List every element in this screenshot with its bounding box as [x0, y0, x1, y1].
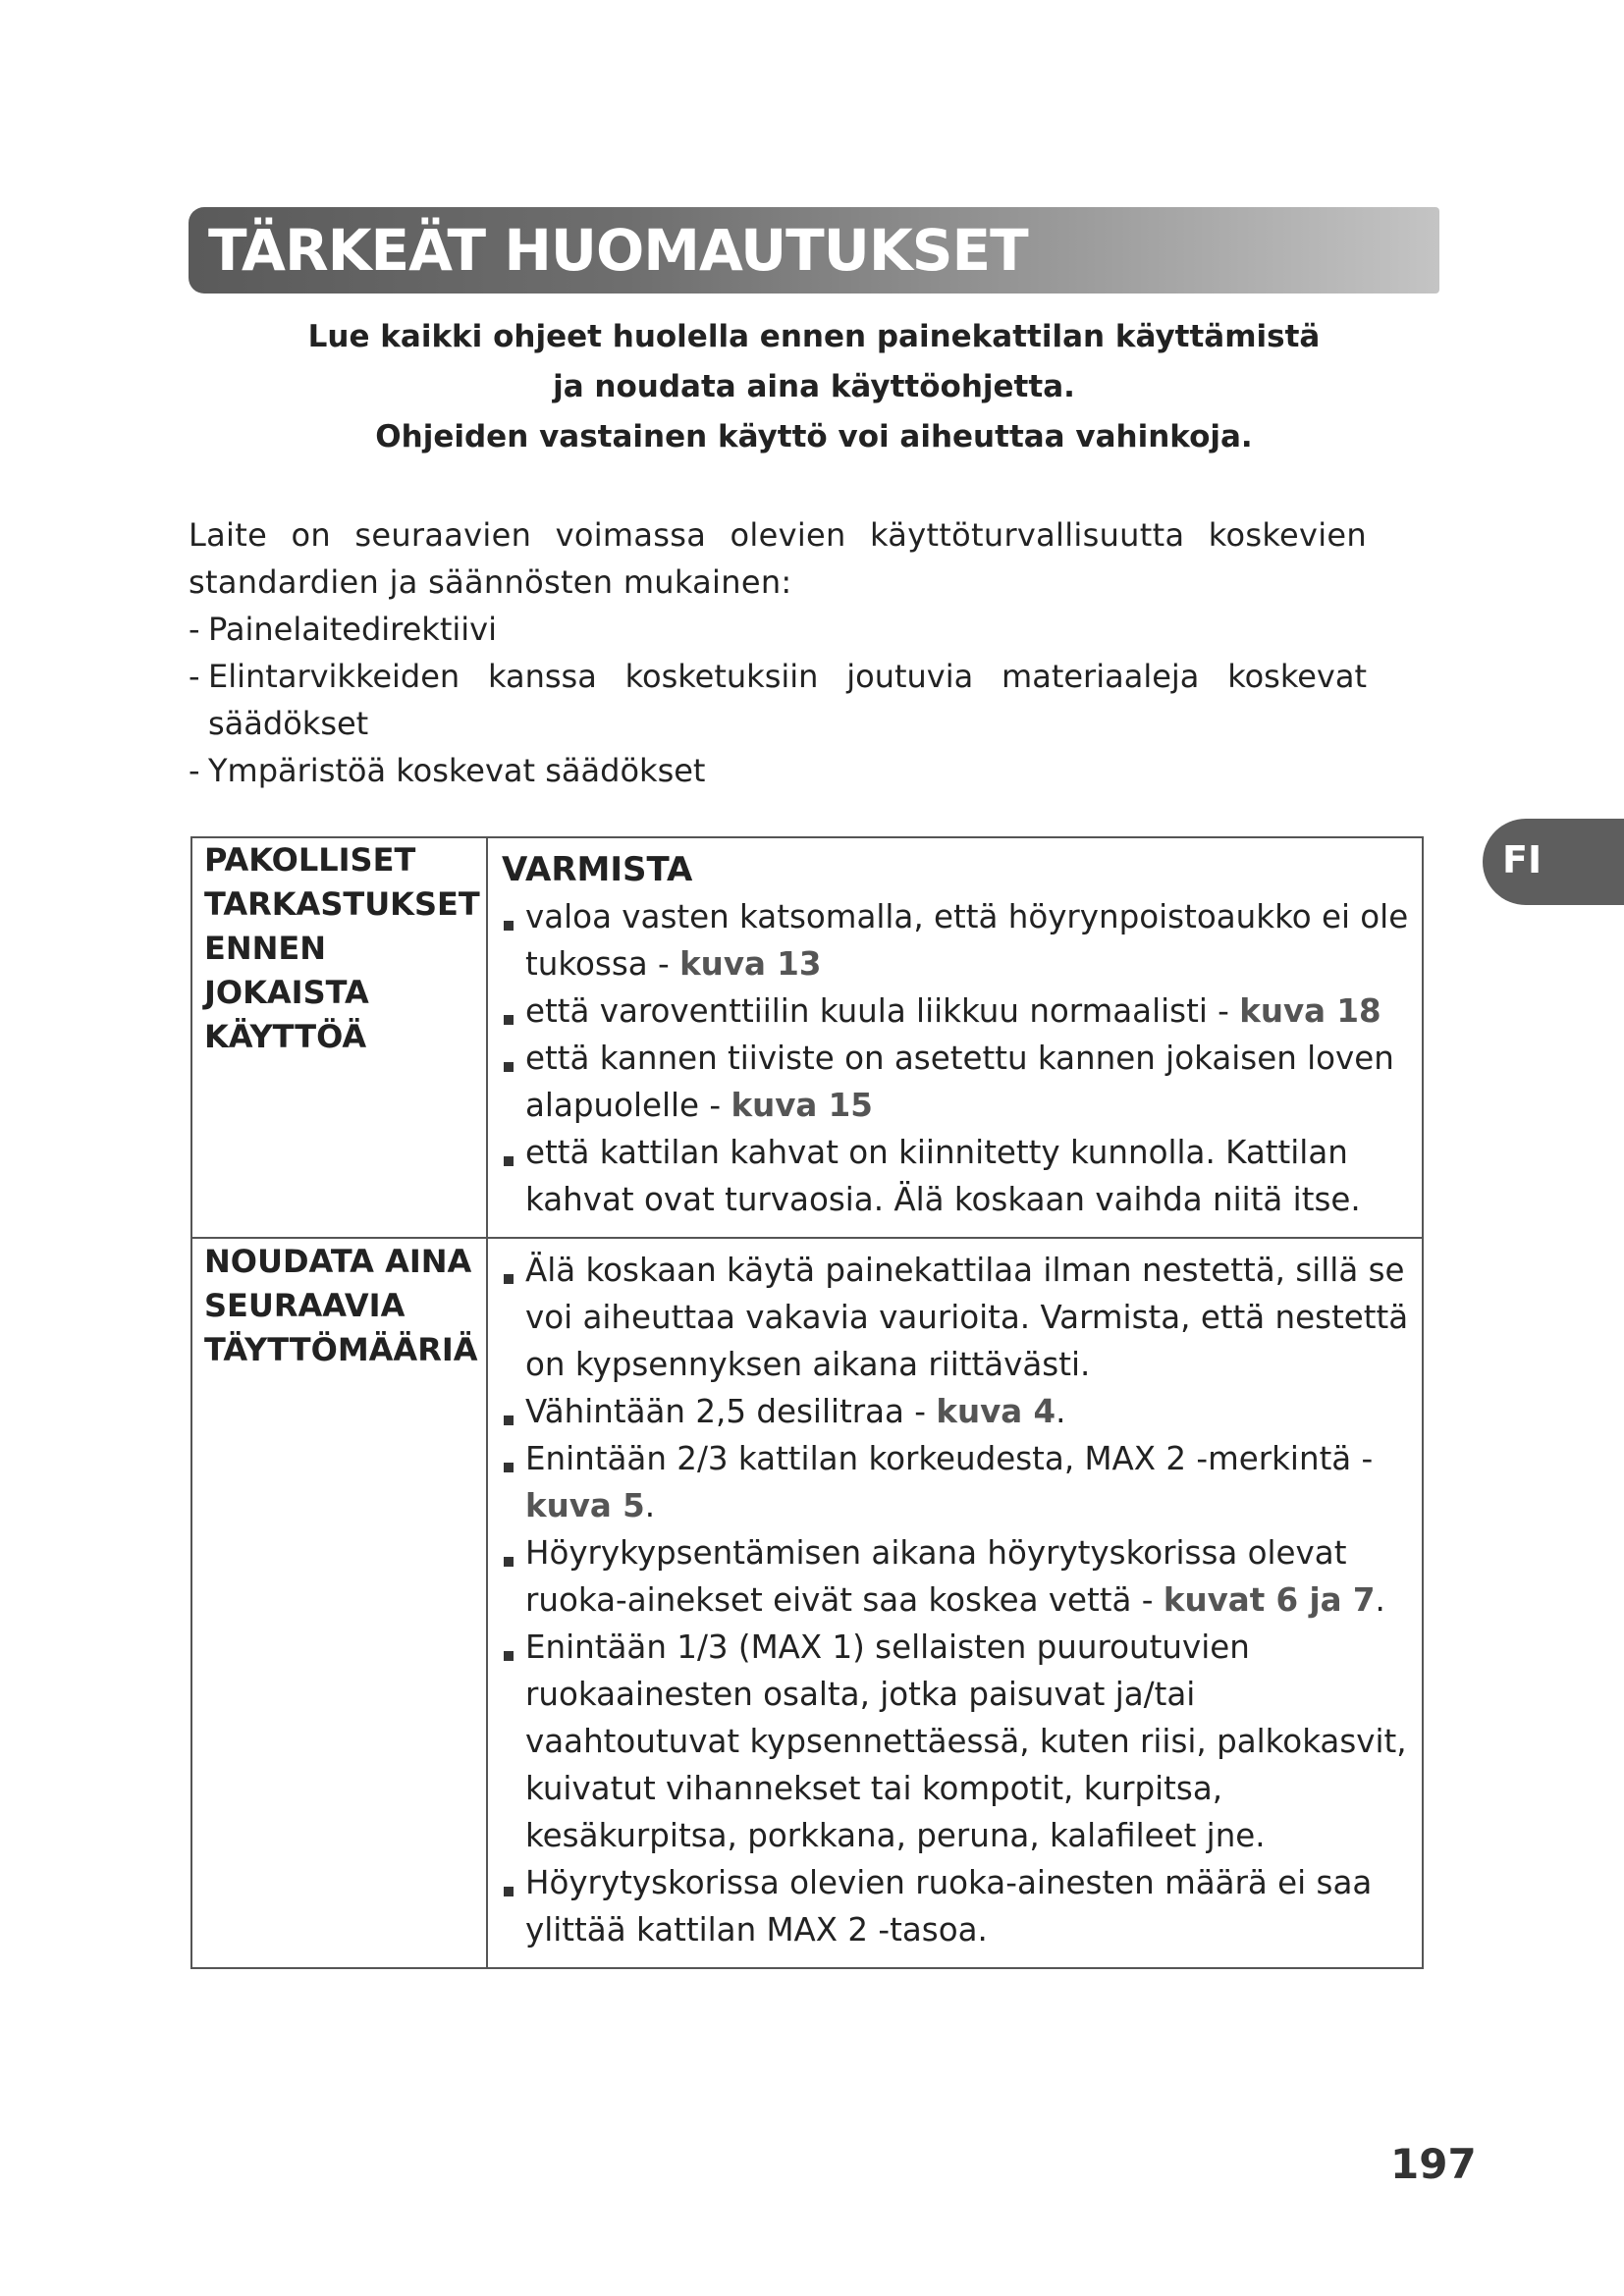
table-row	[191, 1238, 1423, 1968]
table-row	[191, 837, 1423, 1238]
standard-item: - Elintarvikkeiden kanssa kosketuksiin joutuvia materiaaleja koskevat säädökset	[189, 658, 1367, 742]
bullet-item: Enintään 2/3 kattilan korkeudesta, MAX 2 -merkintä - kuva 5.	[502, 1435, 1418, 1529]
bullet-item: valoa vasten katsomalla, että höyrynpoistoaukko ei ole tukossa - kuva 13	[502, 893, 1418, 988]
bullet-item: että varoventtiilin kuula liikkuu normaalisti - kuva 18	[502, 988, 1418, 1035]
bullet-item: Vähintään 2,5 desilitraa - kuva 4.	[502, 1388, 1418, 1435]
language-tab	[1483, 819, 1624, 905]
section-banner	[189, 207, 1439, 294]
figure-reference: kuva 4	[936, 1393, 1056, 1430]
bullet-item: Höyrytyskorissa olevien ruoka-ainesten määrä ei saa ylittää kattilan MAX 2 -tasoa.	[502, 1859, 1418, 1953]
standard-item: - Painelaitedirektiivi	[189, 611, 497, 648]
figure-reference: kuva 18	[1239, 992, 1381, 1030]
language-code: FI	[1502, 838, 1543, 881]
bullet-item: että kattilan kahvat on kiinnitetty kunnolla. Kattilan kahvat ovat turvaosia. Älä koskaan vaihda niitä itse.	[502, 1129, 1418, 1223]
standards-lead: Laite on seuraavien voimassa olevien käyttöturvallisuutta koskevien standardien ja säännösten mukainen:	[189, 516, 1367, 601]
checklist-heading: VARMISTA	[502, 850, 693, 889]
intro-warning	[189, 312, 1439, 462]
bullet-item: Höyrykypsentämisen aikana höyrytyskorissa olevat ruoka-ainekset eivät saa koskea vettä - kuvat 6 ja 7.	[502, 1529, 1418, 1624]
section-title: TÄRKEÄT HUOMAUTUKSET	[208, 217, 1028, 284]
figure-reference: kuva 5	[525, 1487, 645, 1524]
row-content	[487, 837, 1423, 1238]
intro-line-2: ja noudata aina käyttöohjetta.	[553, 369, 1075, 404]
standards-section	[189, 511, 1367, 794]
figure-reference: kuvat 6 ja 7	[1163, 1581, 1376, 1619]
figure-reference: kuva 15	[731, 1087, 873, 1124]
figure-reference: kuva 13	[679, 945, 822, 983]
row-content	[487, 1238, 1423, 1968]
bullet-item: Älä koskaan käytä painekattilaa ilman nestettä, sillä se voi aiheuttaa vakavia vaurioita. Varmista, että nestettä on kypsennyksen aikana riittävästi.	[502, 1247, 1418, 1388]
safety-table	[190, 836, 1424, 1969]
bullet-item: että kannen tiiviste on asetettu kannen jokaisen loven alapuolelle - kuva 15	[502, 1035, 1418, 1129]
row-label: PAKOLLISET TARKASTUKSET ENNEN JOKAISTA KÄYTTÖÄ	[191, 837, 487, 1238]
intro-line-3: Ohjeiden vastainen käyttö voi aiheuttaa vahinkoja.	[375, 419, 1253, 454]
standard-item: - Ympäristöä koskevat säädökset	[189, 752, 706, 789]
bullet-item: Enintään 1/3 (MAX 1) sellaisten puuroutuvien ruokaainesten osalta, jotka paisuvat ja/tai vaahtoutuvat kypsennettäessä, kuten riisi, palkokasvit, kuivatut vihannekset tai kompotit, kurpitsa, kesäkurpitsa, porkkana, peruna, kalafileet jne.	[502, 1624, 1418, 1859]
page-number: 197	[1390, 2140, 1477, 2188]
row-label: NOUDATA AINA SEURAAVIA TÄYTTÖMÄÄRIÄ	[191, 1238, 487, 1968]
intro-line-1: Lue kaikki ohjeet huolella ennen painekattilan käyttämistä	[307, 319, 1321, 354]
